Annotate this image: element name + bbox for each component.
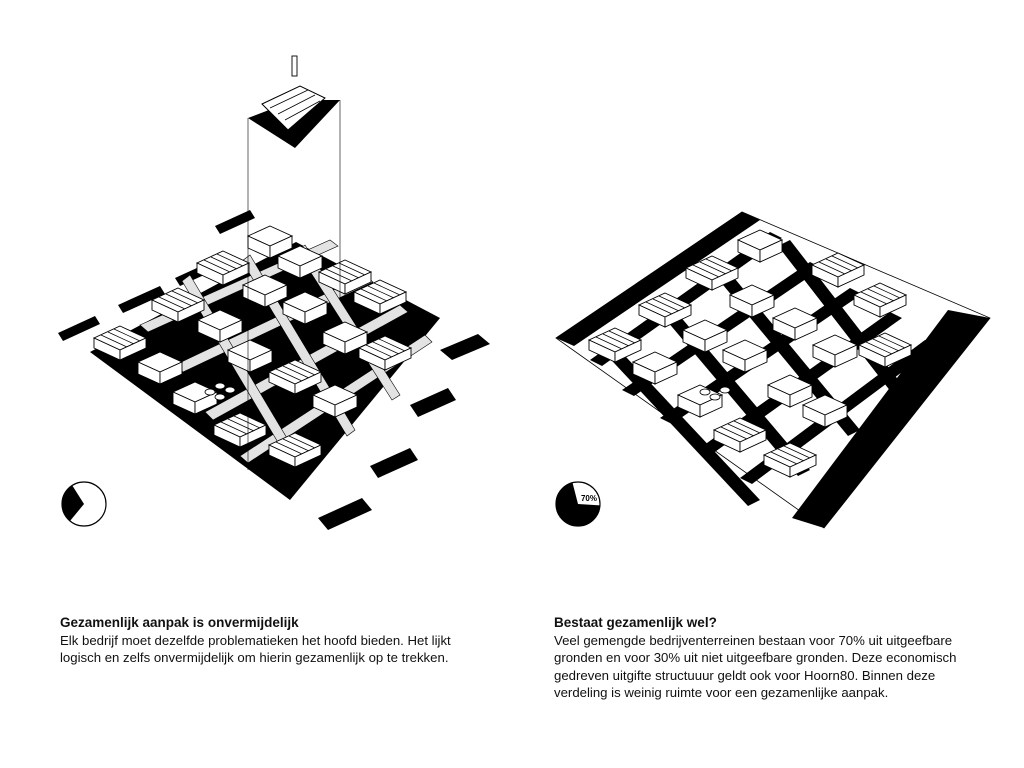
- left-caption: [60, 614, 480, 667]
- left-heading: Gezamenlijk aanpak is onvermijdelijk: [60, 615, 299, 630]
- right-pie-label: 70%: [580, 494, 598, 503]
- left-body: Elk bedrijf moet dezelfde problematieken het hoofd bieden. Het lijkt logisch en zelfs onvermijdelijk om hierin gezamenlijk op te trekken.: [60, 632, 451, 665]
- right-pie-chart: [556, 482, 600, 526]
- right-site-plan: [556, 212, 990, 528]
- factory-icon: [248, 56, 340, 148]
- right-caption: [554, 614, 974, 702]
- right-body: Veel gemengde bedrijventerreinen bestaan voor 70% uit uitgeefbare gronden en voor 30% uit niet uitgeefbare gronden. Deze economisch gedreven uitgifte structuuur geldt ook voor Hoorn80. Binnen deze verdeling is weinig ruimte voor een gezamenlijke aanpak.: [554, 632, 957, 700]
- left-pie-chart: [62, 482, 106, 526]
- left-site-plan: [58, 56, 490, 530]
- right-heading: Bestaat gezamenlijk wel?: [554, 615, 717, 630]
